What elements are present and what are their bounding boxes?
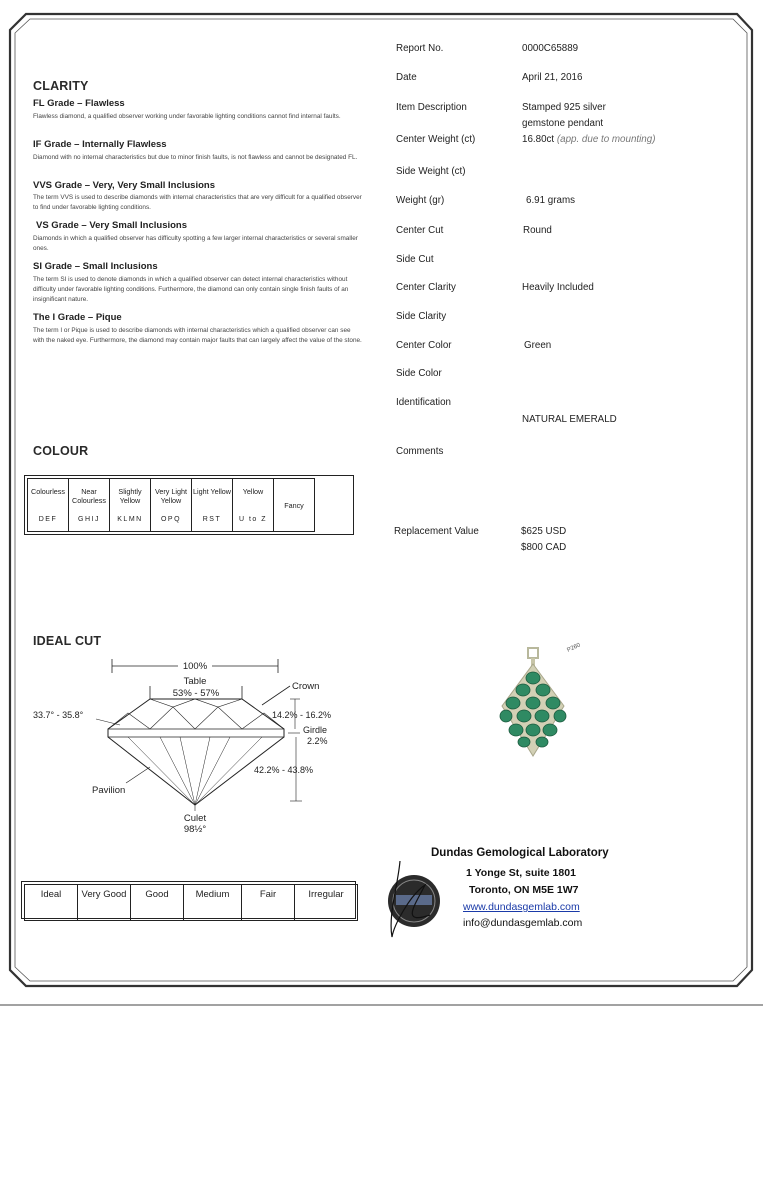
- center-clarity-value: Heavily Included: [522, 282, 594, 293]
- colour-heading: COLOUR: [33, 444, 89, 458]
- total-width-label: 100%: [182, 661, 208, 672]
- colour-cell-letters: U to Z: [238, 515, 268, 523]
- pendant-photo: [480, 640, 590, 760]
- center-clarity-label: Center Clarity: [396, 282, 456, 293]
- grade-title-i: The I Grade – Pique: [33, 312, 122, 323]
- grade-desc-fl: Flawless diamond, a qualified observer working under favorable lighting conditions cannot find internal faults.: [33, 113, 341, 120]
- grade-title-if: IF Grade – Internally Flawless: [33, 139, 167, 150]
- grade-desc-si: The term SI is used to denote diamonds in which a qualified observer can detect internal characteristics without difficulty under favorable lighting conditions. Furthermore, the diamond can only contain single finish faults of an insignificant nature.: [33, 276, 349, 303]
- culet-label: Culet: [183, 813, 207, 824]
- comments-label: Comments: [396, 446, 444, 457]
- grade-desc-vs: Diamonds in which a qualified observer has difficulty spotting a few larger internal characteristics or several smaller ones.: [33, 235, 358, 252]
- side-clarity-label: Side Clarity: [396, 311, 447, 322]
- colour-cell: [151, 479, 192, 532]
- pavilion-depth-label: 42.2% - 43.8%: [254, 765, 314, 775]
- center-weight-label: Center Weight (ct): [396, 134, 476, 145]
- cut-grade-cell: Very Good: [78, 885, 131, 921]
- identification-value: NATURAL EMERALD: [522, 414, 617, 425]
- center-cut-value: Round: [523, 225, 552, 236]
- pendant-tag-label: P260: [566, 642, 582, 654]
- grade-title-fl: FL Grade – Flawless: [33, 98, 125, 109]
- colour-cell-letters: KLMN: [117, 515, 143, 523]
- item-description-label: Item Description: [396, 102, 467, 113]
- grade-desc-vvs: The term VVS is used to describe diamonds with internal characteristics that are very difficult for a qualified observer to find under favorable lighting conditions.: [33, 194, 362, 211]
- date-value: April 21, 2016: [522, 72, 583, 83]
- cut-grade-cell: Fair: [242, 885, 295, 921]
- cut-grade-cell: Medium: [184, 885, 242, 921]
- crown-height-label: 14.2% - 16.2%: [272, 710, 332, 720]
- table-range-label: 53% - 57%: [172, 688, 220, 699]
- replacement-value-label: Replacement Value: [394, 526, 479, 537]
- colour-cell: [69, 479, 110, 532]
- grade-title-vvs: VVS Grade – Very, Very Small Inclusions: [33, 180, 215, 191]
- colour-cell-letters: RST: [202, 515, 222, 523]
- culet-value-label: 98½°: [183, 824, 207, 835]
- side-color-label: Side Color: [396, 368, 442, 379]
- diamond-cut-diagram: [30, 655, 360, 835]
- colour-cell-letters: DEF: [38, 515, 58, 523]
- center-color-value: Green: [524, 340, 552, 351]
- colour-cell: [233, 479, 274, 532]
- cut-grade-cell: Irregular: [295, 885, 358, 921]
- girdle-label: Girdle: [303, 725, 328, 735]
- table-label: Table: [183, 676, 207, 687]
- colour-cell: [28, 479, 69, 532]
- colour-cell-label: Very Light Yellow: [155, 486, 187, 505]
- clarity-heading: CLARITY: [33, 79, 89, 93]
- weight-gr-value: 6.91 grams: [526, 195, 576, 206]
- cut-grade-cell: Good: [131, 885, 184, 921]
- girdle-value-label: 2.2%: [307, 736, 328, 746]
- report-no-value: 0000C65889: [522, 43, 579, 54]
- center-cut-label: Center Cut: [396, 225, 444, 236]
- lab-address-line2: Toronto, ON M5E 1W7: [469, 884, 579, 896]
- lab-website-link[interactable]: www.dundasgemlab.com: [463, 901, 580, 913]
- identification-label: Identification: [396, 397, 452, 408]
- lab-seal-stamp: [370, 855, 460, 945]
- grade-desc-i: The term I or Pique is used to describe diamonds with internal characteristics which a qualified observer can see with the naked eye. Furthermore, the diamond may contain major faults that can largely affect the value of the stone.: [33, 327, 362, 344]
- grade-title-vs: VS Grade – Very Small Inclusions: [36, 220, 188, 231]
- colour-cell: [192, 479, 233, 532]
- side-weight-label: Side Weight (ct): [396, 166, 466, 177]
- ideal-cut-heading: IDEAL CUT: [33, 634, 102, 648]
- colour-cell-label: Slightly Yellow: [118, 486, 142, 505]
- colour-scale-table: [27, 478, 315, 532]
- report-no-label: Report No.: [396, 43, 444, 54]
- colour-cell-label: Near Colourless: [72, 486, 106, 505]
- cut-grade-cell: Ideal: [25, 885, 78, 921]
- colour-cell-label: Colourless: [31, 486, 65, 496]
- item-description-value: Stamped 925 silver: [522, 102, 606, 113]
- item-description-value-line2: gemstone pendant: [522, 118, 604, 129]
- date-label: Date: [396, 72, 417, 83]
- lab-address-line1: 1 Yonge St, suite 1801: [466, 867, 576, 879]
- pavilion-label: Pavilion: [92, 785, 126, 796]
- replacement-value-usd: $625 USD: [521, 526, 567, 537]
- colour-cell: [274, 479, 315, 532]
- cut-grade-table: [24, 884, 358, 921]
- crown-label: Crown: [292, 681, 320, 692]
- colour-cell-label: Yellow: [242, 486, 264, 496]
- center-weight-note: (app. due to mounting): [556, 134, 656, 145]
- center-weight-amount: 16.80ct: [522, 134, 555, 145]
- side-cut-label: Side Cut: [396, 254, 434, 265]
- colour-cell-label: Light Yellow: [193, 486, 231, 496]
- center-color-label: Center Color: [396, 340, 452, 351]
- crown-angle-label: 33.7° - 35.8°: [33, 710, 84, 720]
- colour-cell: [110, 479, 151, 532]
- weight-gr-label: Weight (gr): [396, 195, 445, 206]
- grade-title-si: SI Grade – Small Inclusions: [33, 261, 158, 272]
- lab-email: info@dundasgemlab.com: [463, 917, 583, 929]
- colour-cell-label: Fancy: [284, 500, 304, 510]
- lab-name: Dundas Gemological Laboratory: [431, 847, 609, 859]
- colour-cell-letters: GHIJ: [78, 515, 100, 523]
- center-weight-value: [522, 134, 655, 145]
- grade-desc-if: Diamond with no internal characteristics but due to minor finish faults, is not flawless and cannot be designated FL.: [33, 154, 358, 161]
- colour-cell-letters: OPQ: [160, 515, 182, 523]
- replacement-value-cad: $800 CAD: [521, 542, 567, 553]
